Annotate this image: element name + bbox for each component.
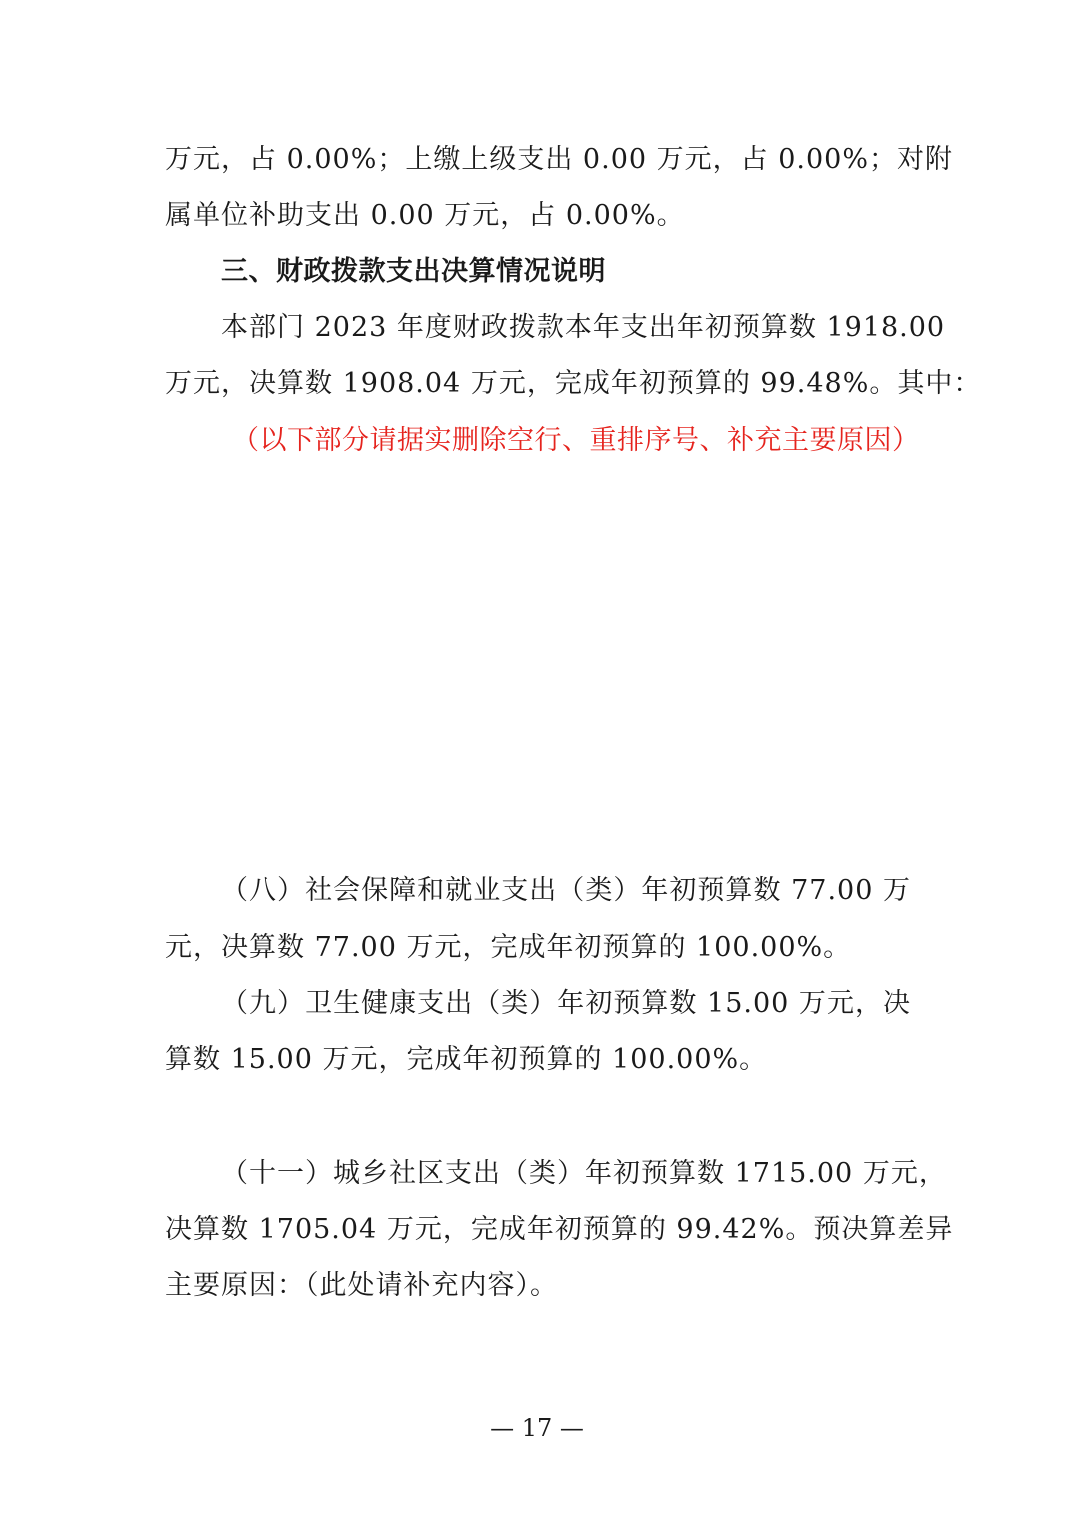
- paragraph-text-line: 万元，决算数 1908.04 万元，完成年初预算的 99.48%。其中：: [165, 368, 982, 399]
- item-text-line: （十一）城乡社区支出（类）年初预算数 1715.00 万元，: [221, 1158, 947, 1189]
- item-text-line: 元，决算数 77.00 万元，完成年初预算的 100.00%。: [165, 932, 852, 963]
- item-text-line: 算数 15.00 万元，完成年初预算的 100.00%。: [165, 1044, 768, 1075]
- section-heading: 三、财政拨款支出决算情况说明: [221, 256, 606, 287]
- paragraph-text-line: 属单位补助支出 0.00 万元，占 0.00%。: [165, 200, 685, 231]
- paragraph-text-line: 本部门 2023 年度财政拨款本年支出年初预算数 1918.00: [221, 312, 946, 343]
- item-text-line: 主要原因：（此处请补充内容）。: [165, 1270, 558, 1301]
- item-text-line: 决算数 1705.04 万元，完成年初预算的 99.42%。预决算差异: [165, 1214, 954, 1245]
- editorial-note: （以下部分请据实删除空行、重排序号、补充主要原因）: [232, 425, 920, 456]
- item-text-line: （八）社会保障和就业支出（类）年初预算数 77.00 万: [221, 875, 911, 906]
- paragraph-text-line: 万元，占 0.00%；上缴上级支出 0.00 万元，占 0.00%；对附: [165, 144, 953, 175]
- item-text-line: （九）卫生健康支出（类）年初预算数 15.00 万元，决: [221, 988, 911, 1019]
- page-number: — 17 —: [490, 1414, 584, 1442]
